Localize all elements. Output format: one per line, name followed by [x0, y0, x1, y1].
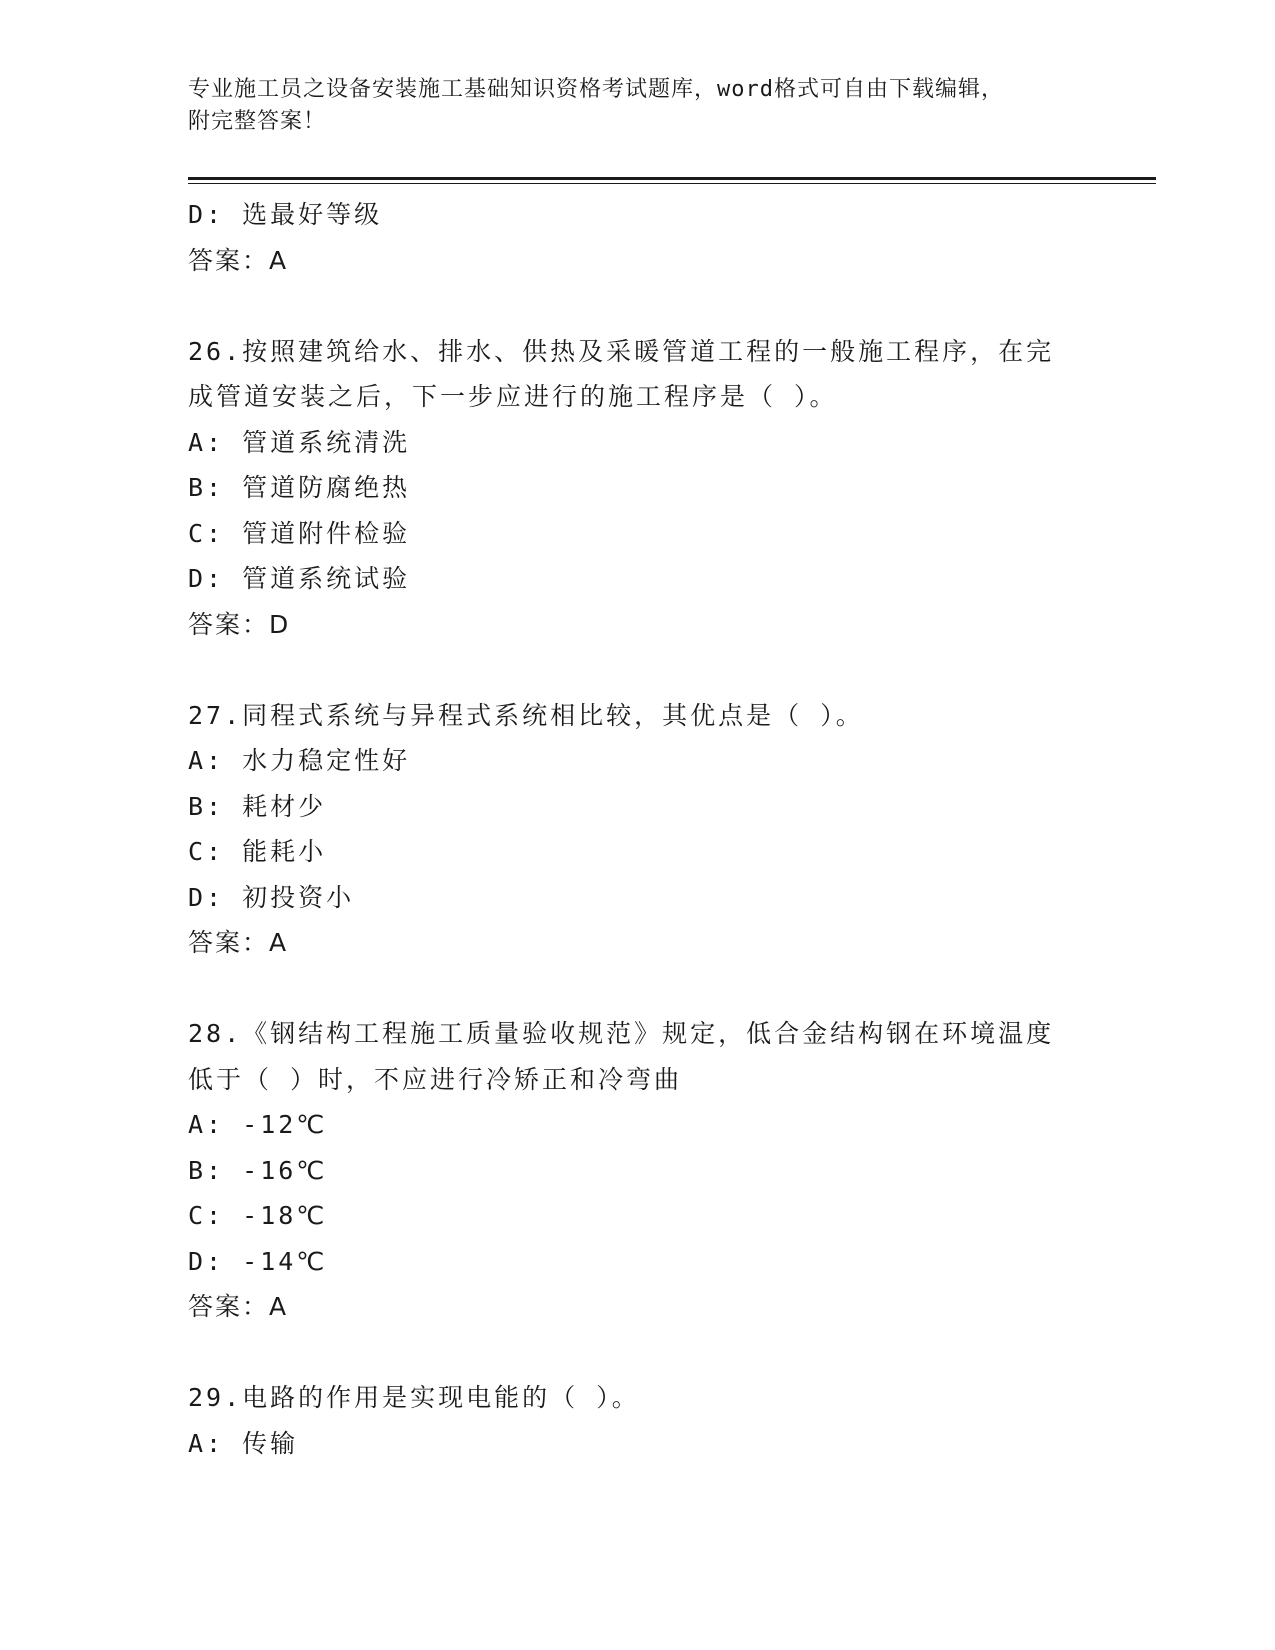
- option-c: C: 能耗小: [188, 837, 327, 866]
- question-27: [188, 693, 1088, 966]
- option-a: A: -12℃: [188, 1110, 328, 1139]
- question-stem: 26.按照建筑给水、排水、供热及采暖管道工程的一般施工程序，在完: [188, 336, 1055, 366]
- question-28: [188, 1011, 1088, 1330]
- option-d: D: 初投资小: [188, 882, 355, 912]
- question-stem: 28.《钢结构工程施工质量验收规范》规定，低合金结构钢在环境温度: [188, 1019, 1055, 1048]
- header-subtitle-line: 附完整答案！: [188, 109, 327, 134]
- option-c: C: -18℃: [188, 1201, 328, 1230]
- spacer: [188, 647, 1088, 693]
- question-stem-continued: 低于（ ）时，不应进行冷矫正和冷弯曲: [188, 1064, 683, 1094]
- option-d: D: 管道系统试验: [188, 564, 411, 593]
- option-a: A: 传输: [188, 1428, 299, 1458]
- option-c: C: 管道附件检验: [188, 518, 411, 548]
- option-a: A: 管道系统清洗: [188, 427, 411, 457]
- previous-question-tail: [188, 192, 1088, 283]
- question-stem-continued: 成管道安装之后，下一步应进行的施工程序是（ ）。: [188, 382, 838, 411]
- header-divider-thick: [188, 177, 1156, 180]
- option-d: D: -14℃: [188, 1246, 328, 1276]
- option-b: B: 耗材少: [188, 791, 327, 821]
- header-divider-thin: [188, 183, 1156, 184]
- option-a: A: 水力稳定性好: [188, 746, 411, 775]
- question-list: [188, 192, 1088, 1466]
- option-b: B: -16℃: [188, 1155, 328, 1185]
- question-29: [188, 1375, 1088, 1466]
- document-header: [188, 74, 1088, 138]
- spacer: [188, 1330, 1088, 1376]
- option-d: D: 选最好等级: [188, 200, 383, 229]
- header-title-line: 专业施工员之设备安装施工基础知识资格考试题库，word格式可自由下载编辑，: [188, 77, 1004, 102]
- answer-line: 答案：A: [188, 245, 289, 275]
- question-26: [188, 329, 1088, 648]
- question-stem: 27.同程式系统与异程式系统相比较，其优点是（ ）。: [188, 700, 864, 730]
- answer-line: 答案：A: [188, 1292, 289, 1321]
- answer-line: 答案：D: [188, 609, 291, 639]
- option-b: B: 管道防腐绝热: [188, 473, 411, 502]
- answer-line: 答案：A: [188, 928, 289, 957]
- spacer: [188, 966, 1088, 1012]
- question-stem: 29.电路的作用是实现电能的（ ）。: [188, 1383, 640, 1412]
- spacer: [188, 283, 1088, 329]
